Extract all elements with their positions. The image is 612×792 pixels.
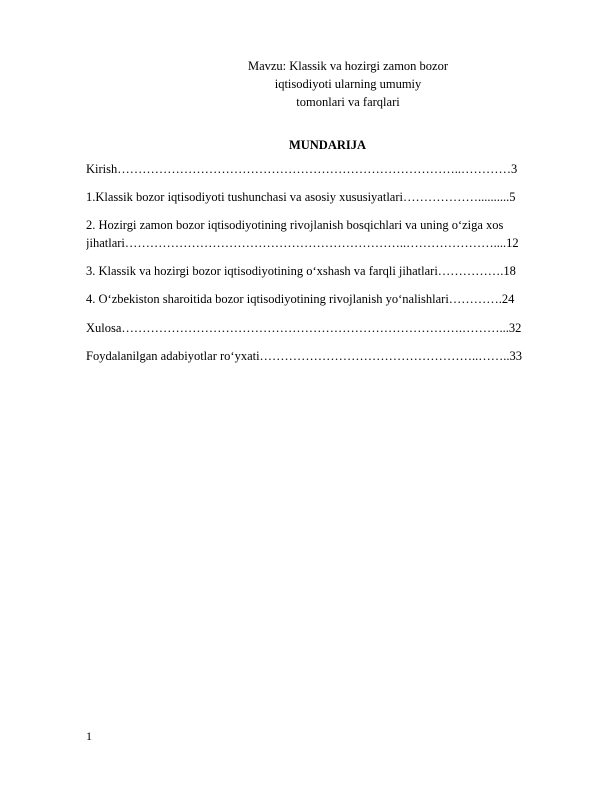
toc-entry-4: 4. O‘zbekiston sharoitida bozor iqtisodiyotining rivojlanish yo‘nalishlari………….24 <box>86 292 515 306</box>
toc-entry-adabiyotlar: Foydalanilgan adabiyotlar ro‘yxati……………………………………………..……..33 <box>86 349 523 363</box>
title-line-2: iqtisodiyoti ularning umumiy <box>274 77 422 91</box>
title-line-3: tomonlari va farqlari <box>296 95 400 109</box>
page-number: 1 <box>86 729 92 743</box>
toc-entry-2-line-2: jihatlari…………………………………………………………..…………………....12 <box>86 236 519 250</box>
title-line-1: Mavzu: Klassik va hozirgi zamon bozor <box>247 59 449 73</box>
toc-entry-kirish: Kirish………………………………………………………………………..…………3 <box>86 162 518 176</box>
toc-entry-2-line-1: 2. Hozirgi zamon bozor iqtisodiyotining rivojlanish bosqichlari va uning o‘ziga xos <box>86 218 504 232</box>
document-title <box>187 57 509 111</box>
toc-heading: MUNDARIJA <box>288 138 367 152</box>
toc-entry-1: 1.Klassik bozor iqtisodiyoti tushunchasi va asosiy xususiyatlari………………..........5 <box>86 190 516 204</box>
toc-entry-xulosa: Xulosa……………………………………………………………………….………...32 <box>86 321 522 335</box>
toc-entry-3: 3. Klassik va hozirgi bozor iqtisodiyotining o‘xshash va farqli jihatlari…………….18 <box>86 264 516 278</box>
